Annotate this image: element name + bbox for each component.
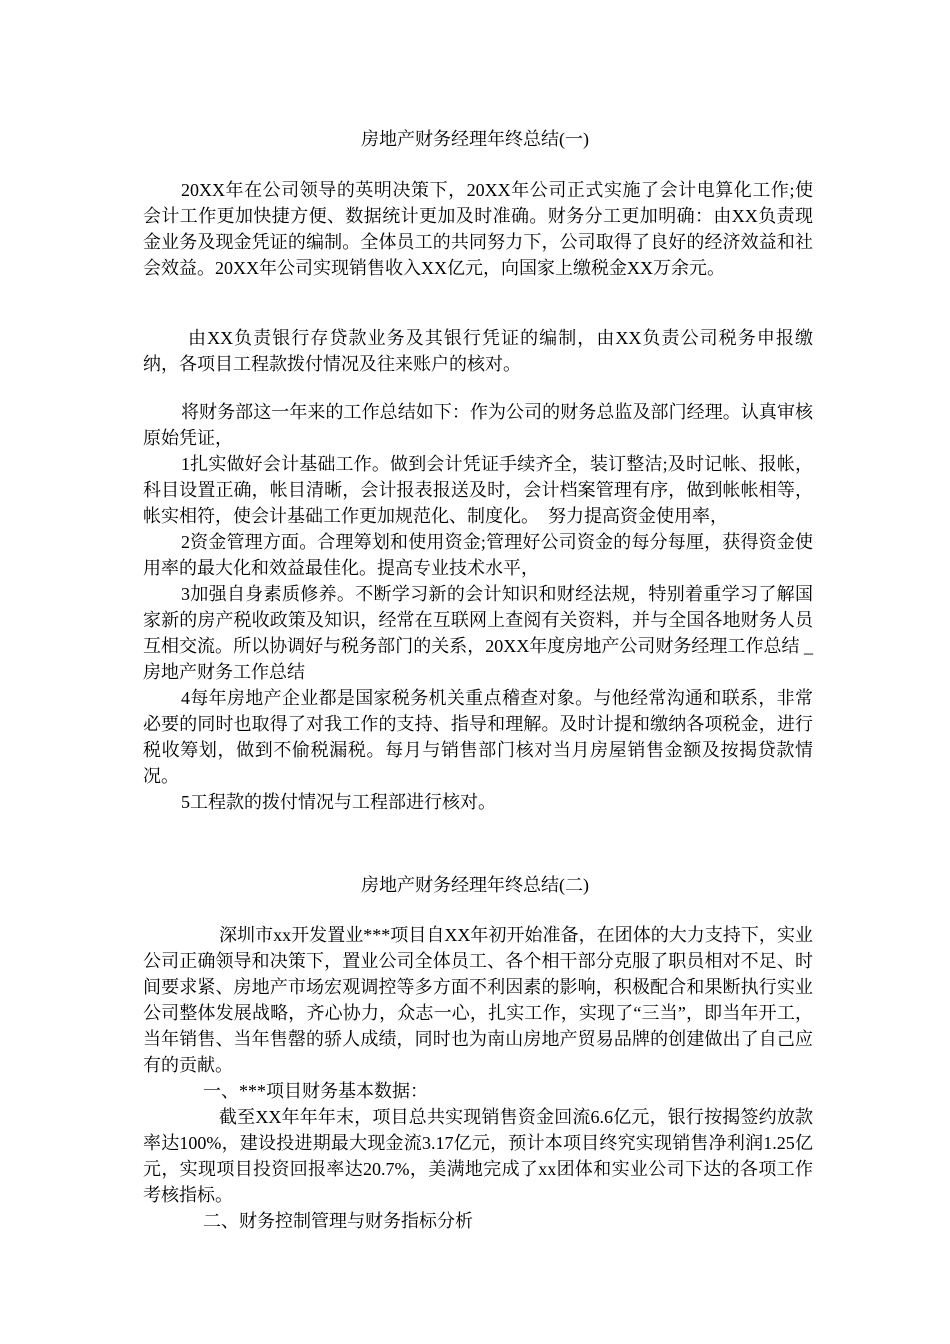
section1-item-2: 2资金管理方面。合理筹划和使用资金;管理好公司资金的每分每厘，获得资金使用率的最大化和效益最佳化。提高专业技术水平， [143,532,813,578]
section2-title: 房地产财务经理年终总结(二) [361,875,589,895]
section1-intro-block [143,177,813,281]
section1-item-5: 5工程款的拨付情况与工程部进行核对。 [181,792,496,812]
section1-item-1: 1扎实做好会计基础工作。做到会计凭证手续齐全，装订整洁;及时记帐、报帐，科目设置正确，帐目清晰，会计报表报送及时，会计档案管理有序，做到帐帐相等，帐实相符，使会计基础工作更加规范化、制度化。 努力提高资金使用率， [143,454,813,526]
section1-para2-block [143,325,813,377]
section2-heading-1: 一、***项目财务基本数据： [203,1081,428,1101]
section2-heading-2: 二、财务控制管理与财务指标分析 [203,1211,473,1231]
section1-list-block [143,399,813,815]
section1-para2: 由XX负责银行存贷款业务及其银行凭证的编制，由XX负责公司税务申报缴纳，各项目工程款拨付情况及往来账户的核对。 [143,328,813,374]
section1-title: 房地产财务经理年终总结(一) [361,129,589,149]
section1-item-3: 3加强自身素质修养。不断学习新的会计知识和财经法规，特别着重学习了解国家新的房产税收政策及知识，经常在互联网上查阅有关资料，并与全国各地财务人员互相交流。所以协调好与税务部门的关系，20XX年度房地产公司财务经理工作总结 _房地产财务工作总结 [143,584,813,682]
section2-data-paragraph: 截至XX年年年末，项目总共实现销售资金回流6.6亿元，银行按揭签约放款率达100%，建设投进期最大现金流3.17亿元，预计本项目终究实现销售净利润1.25亿元，实现项目投资回报率达20.7%，美满地完成了xx团体和实业公司下达的各项工作考核指标。 [143,1107,813,1205]
section2-intro-paragraph: 深圳市xx开发置业***项目自XX年初开始准备，在团体的大力支持下，实业公司正确领导和决策下，置业公司全体员工、各个相干部分克服了职员相对不足、时间要求紧、房地产市场宏观调控等多方面不利因素的影响，积极配合和果断执行实业公司整体发展战略，齐心协力，众志一心，扎实工作，实现了“三当”，即当年开工，当年销售、当年售罄的骄人成绩，同时也为南山房地产贸易品牌的创建做出了自己应有的贡献。 [143,925,813,1075]
section2-body-block [143,922,813,1234]
section1-item-4: 4每年房地产企业都是国家税务机关重点稽查对象。与他经常沟通和联系，非常必要的同时也取得了对我工作的支持、指导和理解。及时计提和缴纳各项税金，进行税收筹划，做到不偷税漏税。每月与销售部门核对当月房屋销售金额及按揭贷款情况。 [143,688,813,786]
section1-intro-paragraph: 20XX年在公司领导的英明决策下，20XX年公司正式实施了会计电算化工作;使会计工作更加快捷方便、数据统计更加及时准确。财务分工更加明确：由XX负责现金业务及现金凭证的编制。全体员工的共同努力下，公司取得了良好的经济效益和社会效益。20XX年公司实现销售收入XX亿元，向国家上缴税金XX万余元。 [143,180,813,278]
section1-para3: 将财务部这一年来的工作总结如下：作为公司的财务总监及部门经理。认真审核原始凭证， [143,402,813,448]
